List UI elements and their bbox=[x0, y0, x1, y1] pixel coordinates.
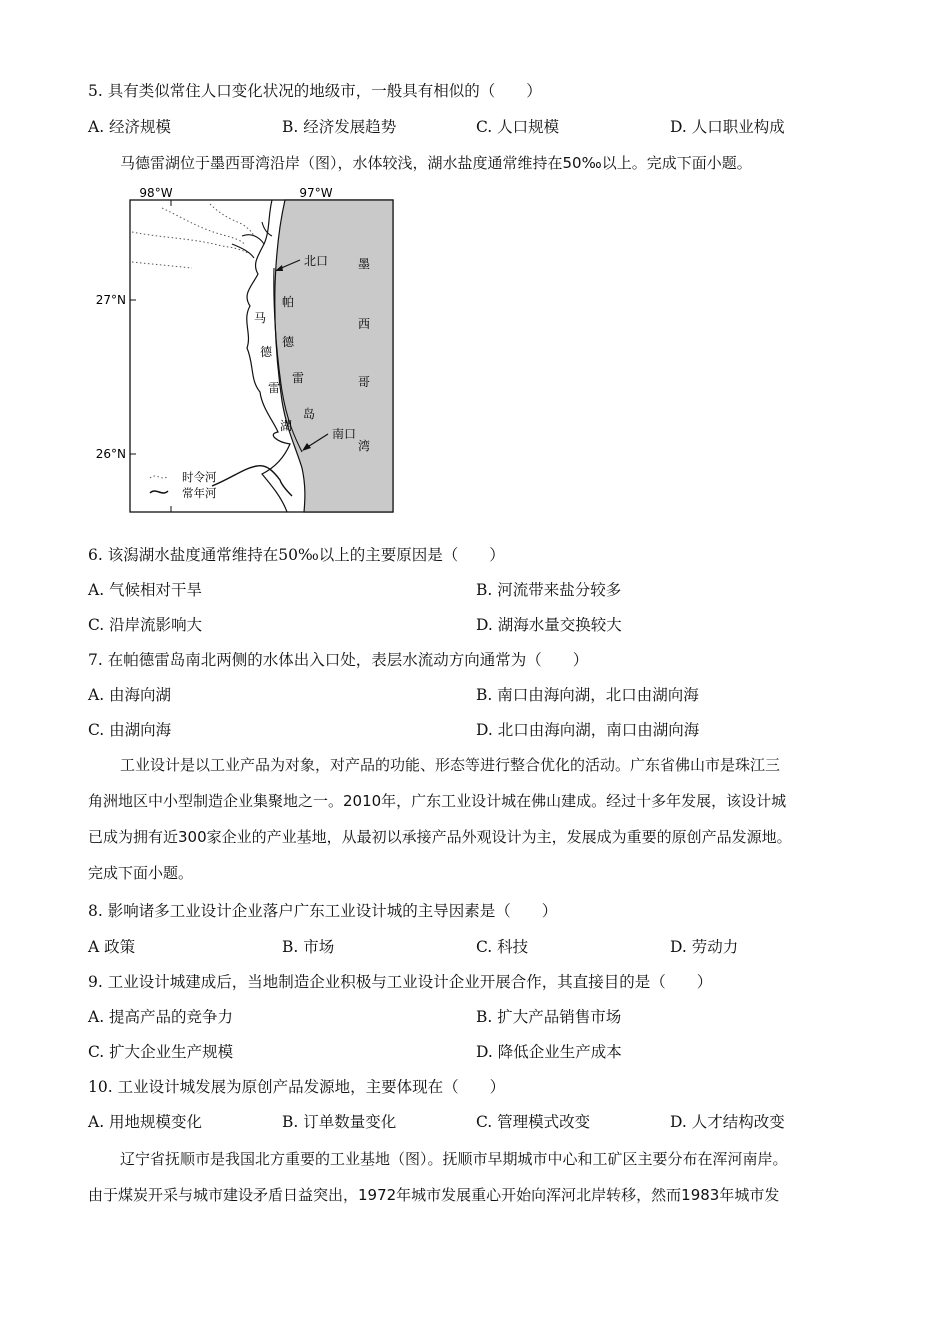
q8-option-c: C. 科技 bbox=[476, 938, 529, 956]
lon-label-98w: 98°W bbox=[139, 186, 173, 200]
gulf-char-4: 湾 bbox=[358, 439, 371, 453]
legend-perennial-label: 常年河 bbox=[182, 486, 217, 500]
q5-option-c: C. 人口规模 bbox=[476, 118, 560, 136]
gulf-char-3: 哥 bbox=[358, 375, 371, 389]
seasonal-river-3 bbox=[210, 204, 254, 236]
q8-option-b: B. 市场 bbox=[282, 938, 335, 956]
fushun-intro-line-1: 辽宁省抚顺市是我国北方重要的工业基地（图）。抚顺市早期城市中心和工矿区主要分布在浑河南岸。 bbox=[120, 1150, 788, 1168]
lon-label-97w: 97°W bbox=[299, 186, 333, 200]
island-char-3: 雷 bbox=[292, 371, 305, 385]
q7-option-a: A. 由海向湖 bbox=[88, 686, 172, 704]
q9-option-b: B. 扩大产品销售市场 bbox=[476, 1008, 622, 1026]
design-intro-line-2: 角洲地区中小型制造企业集聚地之一。2010年，广东工业设计城在佛山建成。经过十多年发展，该设计城 bbox=[88, 792, 787, 810]
question-6-stem: 6. 该潟湖水盐度通常维持在50‰以上的主要原因是（ ） bbox=[88, 546, 505, 564]
question-8-stem: 8. 影响诸多工业设计企业落户广东工业设计城的主导因素是（ ） bbox=[88, 902, 558, 920]
island-char-1: 帕 bbox=[282, 295, 295, 309]
q6-option-d: D. 湖海水量交换较大 bbox=[476, 616, 622, 634]
q10-option-d: D. 人才结构改变 bbox=[670, 1113, 785, 1131]
island-char-4: 岛 bbox=[303, 407, 316, 421]
fushun-intro-line-2: 由于煤炭开采与城市建设矛盾日益突出，1972年城市发展重心开始向浑河北岸转移，然而1983年城市发 bbox=[88, 1186, 780, 1204]
seasonal-river-1 bbox=[132, 232, 250, 254]
q5-option-a: A. 经济规模 bbox=[88, 118, 172, 136]
question-10-stem: 10. 工业设计城发展为原创产品发源地，主要体现在（ ） bbox=[88, 1078, 506, 1096]
lake-char-2: 德 bbox=[260, 345, 273, 359]
design-intro-line-4: 完成下面小题。 bbox=[88, 864, 194, 882]
q10-option-a: A. 用地规模变化 bbox=[88, 1113, 203, 1131]
legend-seasonal-label: 时令河 bbox=[182, 470, 217, 484]
q7-option-b: B. 南口由海向湖，北口由湖向海 bbox=[476, 686, 699, 704]
q8-option-d: D. 劳动力 bbox=[670, 938, 739, 956]
south-inlet-label: 南口 bbox=[332, 427, 357, 441]
q6-option-c: C. 沿岸流影响大 bbox=[88, 616, 203, 634]
lat-label-27n: 27°N bbox=[95, 293, 126, 307]
seasonal-river-2 bbox=[162, 208, 244, 244]
gulf-char-2: 西 bbox=[358, 317, 371, 331]
q8-option-a: A 政策 bbox=[88, 938, 136, 956]
gulf-of-mexico bbox=[275, 200, 393, 512]
lake-char-3: 雷 bbox=[268, 381, 281, 395]
lake-char-4: 湖 bbox=[280, 419, 293, 433]
design-intro-line-3: 已成为拥有近300家企业的产业基地，从最初以承接产品外观设计为主，发展成为重要的原创产品发源地。 bbox=[88, 828, 792, 846]
island-char-2: 德 bbox=[282, 335, 295, 349]
q9-option-c: C. 扩大企业生产规模 bbox=[88, 1043, 234, 1061]
q9-option-a: A. 提高产品的竞争力 bbox=[88, 1008, 234, 1026]
question-9-stem: 9. 工业设计城建成后，当地制造企业积极与工业设计企业开展合作，其直接目的是（ ） bbox=[88, 973, 713, 991]
lake-intro: 马德雷湖位于墨西哥湾沿岸（图），水体较浅，湖水盐度通常维持在50‰以上。完成下面小题。 bbox=[120, 154, 752, 172]
q7-option-c: C. 由湖向海 bbox=[88, 721, 172, 739]
perennial-river bbox=[212, 466, 292, 496]
gulf-char-1: 墨 bbox=[358, 257, 371, 271]
question-7-stem: 7. 在帕德雷岛南北两侧的水体出入口处，表层水流动方向通常为（ ） bbox=[88, 651, 589, 669]
legend-perennial-symbol bbox=[150, 491, 168, 493]
legend-seasonal-symbol bbox=[150, 476, 168, 478]
q5-option-b: B. 经济发展趋势 bbox=[282, 118, 397, 136]
q10-option-b: B. 订单数量变化 bbox=[282, 1113, 397, 1131]
north-inlet-label: 北口 bbox=[304, 254, 329, 268]
lake-char-1: 马 bbox=[254, 311, 267, 325]
lat-label-26n: 26°N bbox=[95, 447, 126, 461]
q7-option-d: D. 北口由海向湖，南口由湖向海 bbox=[476, 721, 700, 739]
q6-option-b: B. 河流带来盐分较多 bbox=[476, 581, 622, 599]
q6-option-a: A. 气候相对干旱 bbox=[88, 581, 203, 599]
q10-option-c: C. 管理模式改变 bbox=[476, 1113, 591, 1131]
laguna-madre-map bbox=[92, 186, 412, 516]
q5-option-d: D. 人口职业构成 bbox=[670, 118, 785, 136]
design-intro-line-1: 工业设计是以工业产品为对象，对产品的功能、形态等进行整合优化的活动。广东省佛山市是珠江三 bbox=[120, 756, 781, 774]
question-5-stem: 5. 具有类似常住人口变化状况的地级市，一般具有相似的（ ） bbox=[88, 82, 542, 100]
seasonal-river-4 bbox=[132, 262, 192, 268]
q9-option-d: D. 降低企业生产成本 bbox=[476, 1043, 622, 1061]
